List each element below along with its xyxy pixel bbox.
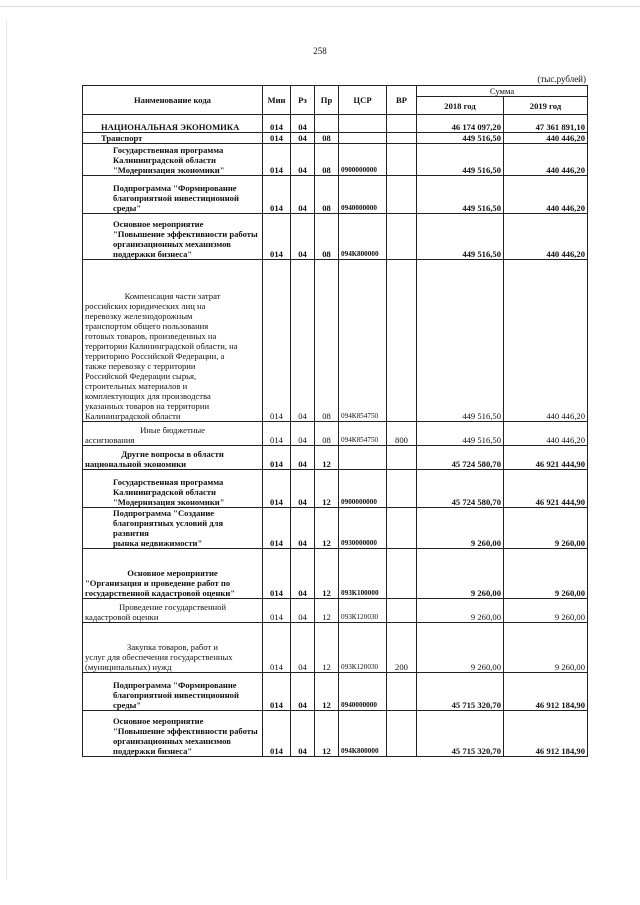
table-row: [83, 549, 588, 599]
row-sum-2019: 9 260,00: [504, 623, 588, 673]
row-pr: 08: [315, 260, 339, 422]
row-sum-2019: 46 921 444,90: [504, 470, 588, 508]
header-name: Наименование кода: [83, 86, 263, 115]
row-rz: 04: [291, 115, 315, 133]
row-csr: 094К854750: [339, 260, 387, 422]
header-min: Мин: [263, 86, 291, 115]
table-row: [83, 133, 588, 144]
row-sum-2018: 9 260,00: [417, 599, 504, 623]
row-pr: [315, 115, 339, 133]
row-name-line: строительных материалов и: [85, 381, 188, 391]
row-sum-2018: 46 174 097,20: [417, 115, 504, 133]
row-name-line: услуг для обеспечения государственных: [85, 652, 233, 662]
row-min: 014: [263, 133, 291, 144]
row-sum-2019: 46 912 184,90: [504, 673, 588, 711]
row-name-line: также перевозку с территории: [85, 361, 196, 371]
header-2018: 2018 год: [417, 97, 504, 115]
row-name-line: указанных товаров на территории: [85, 401, 210, 411]
row-pr: 12: [315, 623, 339, 673]
row-sum-2019: 440 446,20: [504, 144, 588, 176]
row-csr: 0940000000: [339, 673, 387, 711]
row-name: [83, 623, 263, 673]
table-row: [83, 115, 588, 133]
row-name: [83, 260, 263, 422]
row-rz: 04: [291, 623, 315, 673]
row-rz: 04: [291, 549, 315, 599]
row-name: Подпрограмма "Формирование благоприятной инвестиционной среды": [83, 176, 263, 214]
row-sum-2019: 440 446,20: [504, 214, 588, 260]
row-pr: 12: [315, 446, 339, 470]
row-vr: 200: [387, 623, 417, 673]
row-min: 014: [263, 144, 291, 176]
row-sum-2019: 46 912 184,90: [504, 711, 588, 757]
row-name-line: государственной кадастровой оценки": [85, 588, 236, 598]
row-sum-2018: 449 516,50: [417, 214, 504, 260]
row-sum-2018: 45 724 580,70: [417, 470, 504, 508]
row-sum-2018: 45 715 320,70: [417, 673, 504, 711]
row-rz: 04: [291, 260, 315, 422]
row-csr: 094К854750: [339, 422, 387, 446]
row-name: Государственная программа Калининградской области "Модернизация экономики": [83, 144, 263, 176]
row-vr: [387, 133, 417, 144]
table-row: [83, 508, 588, 549]
row-name-line: Иные бюджетные: [140, 425, 205, 435]
table-row: [83, 144, 588, 176]
row-sum-2019: 9 260,00: [504, 599, 588, 623]
budget-table: [82, 85, 588, 757]
header-rz: Рз: [291, 86, 315, 115]
row-rz: 04: [291, 214, 315, 260]
row-pr: 12: [315, 549, 339, 599]
row-rz: 04: [291, 422, 315, 446]
row-name-line: Компенсация части затрат: [124, 291, 221, 301]
row-min: 014: [263, 673, 291, 711]
row-name-line: российских юридических лиц на: [85, 301, 206, 311]
row-vr: [387, 711, 417, 757]
row-sum-2018: 449 516,50: [417, 260, 504, 422]
table-row: [83, 599, 588, 623]
row-name-line: Другие вопросы в области: [121, 449, 224, 459]
row-min: 014: [263, 470, 291, 508]
header-pr: Пр: [315, 86, 339, 115]
row-sum-2018: 9 260,00: [417, 623, 504, 673]
header-2019: 2019 год: [504, 97, 588, 115]
units-label: (тыс.рублей): [537, 74, 586, 84]
table-body: [83, 115, 588, 757]
row-csr: 0940000000: [339, 176, 387, 214]
row-pr: 08: [315, 133, 339, 144]
row-sum-2018: 45 715 320,70: [417, 711, 504, 757]
row-min: 014: [263, 599, 291, 623]
header-csr: ЦСР: [339, 86, 387, 115]
row-name-line: Основное мероприятие: [127, 568, 218, 578]
row-vr: [387, 115, 417, 133]
table-row: [83, 260, 588, 422]
header-sum: Сумма: [417, 86, 588, 97]
row-rz: 04: [291, 508, 315, 549]
row-sum-2019: 440 446,20: [504, 133, 588, 144]
row-vr: [387, 599, 417, 623]
row-min: 014: [263, 623, 291, 673]
row-pr: 08: [315, 144, 339, 176]
row-vr: [387, 260, 417, 422]
row-vr: [387, 508, 417, 549]
row-name-line: "Организация и проведение работ по: [85, 578, 231, 588]
table-row: [83, 176, 588, 214]
row-pr: 12: [315, 470, 339, 508]
row-sum-2019: 440 446,20: [504, 176, 588, 214]
row-csr: 094К800000: [339, 711, 387, 757]
row-sum-2019: 9 260,00: [504, 508, 588, 549]
row-sum-2019: 440 446,20: [504, 422, 588, 446]
row-name-line: транспортом общего пользования: [85, 321, 209, 331]
row-pr: 12: [315, 673, 339, 711]
row-vr: [387, 214, 417, 260]
row-rz: 04: [291, 711, 315, 757]
row-sum-2018: 449 516,50: [417, 144, 504, 176]
row-name-line: перевозку железнодорожным: [85, 311, 193, 321]
row-sum-2018: 9 260,00: [417, 508, 504, 549]
row-min: 014: [263, 549, 291, 599]
row-name-line: комплектующих для производства: [85, 391, 211, 401]
row-name: Подпрограмма "Создание благоприятных условий для развития рынка недвижимости": [83, 508, 263, 549]
row-pr: 08: [315, 176, 339, 214]
scan-edge-top: [0, 6, 640, 7]
row-name-line: Российской Федерации сырья,: [85, 371, 197, 381]
row-name: [83, 549, 263, 599]
row-name-line: национальной экономики: [85, 459, 187, 469]
row-rz: 04: [291, 470, 315, 508]
row-csr: 093К100000: [339, 549, 387, 599]
row-sum-2018: 9 260,00: [417, 549, 504, 599]
table-row: [83, 470, 588, 508]
row-name-line: кадастровой оценки: [85, 612, 159, 622]
row-pr: 12: [315, 599, 339, 623]
row-csr: [339, 446, 387, 470]
row-name-line: готовых товаров, произведенных на: [85, 331, 217, 341]
row-sum-2019: 9 260,00: [504, 549, 588, 599]
row-pr: 08: [315, 214, 339, 260]
row-vr: [387, 470, 417, 508]
row-rz: 04: [291, 133, 315, 144]
row-pr: 08: [315, 422, 339, 446]
row-name: НАЦИОНАЛЬНАЯ ЭКОНОМИКА: [83, 115, 263, 133]
row-min: 014: [263, 446, 291, 470]
row-pr: 12: [315, 711, 339, 757]
row-min: 014: [263, 214, 291, 260]
row-name: Основное мероприятие "Повышение эффективности работы организационных механизмов поддержки бизнеса": [83, 711, 263, 757]
header-vr: ВР: [387, 86, 417, 115]
row-rz: 04: [291, 176, 315, 214]
row-csr: [339, 115, 387, 133]
row-pr: 12: [315, 508, 339, 549]
row-rz: 04: [291, 144, 315, 176]
row-rz: 04: [291, 673, 315, 711]
table-row: [83, 673, 588, 711]
row-vr: [387, 144, 417, 176]
row-csr: 093К120030: [339, 623, 387, 673]
row-name-line: Проведение государственной: [118, 602, 227, 612]
row-sum-2018: 449 516,50: [417, 176, 504, 214]
row-csr: [339, 133, 387, 144]
row-min: 014: [263, 711, 291, 757]
row-name-line: Калининградской области: [85, 411, 181, 421]
row-vr: [387, 446, 417, 470]
row-name-line: территории Калининградской области, на: [85, 341, 238, 351]
row-name: [83, 446, 263, 470]
row-csr: 094К800000: [339, 214, 387, 260]
table-row: [83, 446, 588, 470]
row-sum-2019: 46 921 444,90: [504, 446, 588, 470]
page-number: 258: [313, 46, 327, 56]
row-min: 014: [263, 115, 291, 133]
row-sum-2018: 45 724 580,70: [417, 446, 504, 470]
row-vr: [387, 176, 417, 214]
row-sum-2018: 449 516,50: [417, 422, 504, 446]
row-vr: [387, 549, 417, 599]
row-name-line: территорию Российской Федерации, а: [85, 351, 225, 361]
row-sum-2018: 449 516,50: [417, 133, 504, 144]
row-sum-2019: 440 446,20: [504, 260, 588, 422]
row-min: 014: [263, 508, 291, 549]
row-name-line: Закупка товаров, работ и: [127, 642, 218, 652]
table-row: [83, 422, 588, 446]
row-name: Государственная программа Калининградской области "Модернизация экономики": [83, 470, 263, 508]
row-vr: [387, 673, 417, 711]
table-row: [83, 214, 588, 260]
row-name-line: ассигнования: [85, 435, 135, 445]
row-min: 014: [263, 422, 291, 446]
row-rz: 04: [291, 446, 315, 470]
row-rz: 04: [291, 599, 315, 623]
row-csr: 0930000000: [339, 508, 387, 549]
row-csr: 0900000000: [339, 470, 387, 508]
row-sum-2019: 47 361 891,10: [504, 115, 588, 133]
table-row: [83, 623, 588, 673]
row-name: Транспорт: [83, 133, 263, 144]
row-csr: 0900000000: [339, 144, 387, 176]
row-name: [83, 422, 263, 446]
row-name: [83, 599, 263, 623]
row-csr: 093К120030: [339, 599, 387, 623]
scan-edge-left: [6, 20, 7, 880]
row-name: Подпрограмма "Формирование благоприятной инвестиционной среды": [83, 673, 263, 711]
row-min: 014: [263, 260, 291, 422]
row-min: 014: [263, 176, 291, 214]
row-vr: 800: [387, 422, 417, 446]
row-name: Основное мероприятие "Повышение эффективности работы организационных механизмов поддержки бизнеса": [83, 214, 263, 260]
table-row: [83, 711, 588, 757]
row-name-line: (муниципальных) нужд: [85, 662, 172, 672]
